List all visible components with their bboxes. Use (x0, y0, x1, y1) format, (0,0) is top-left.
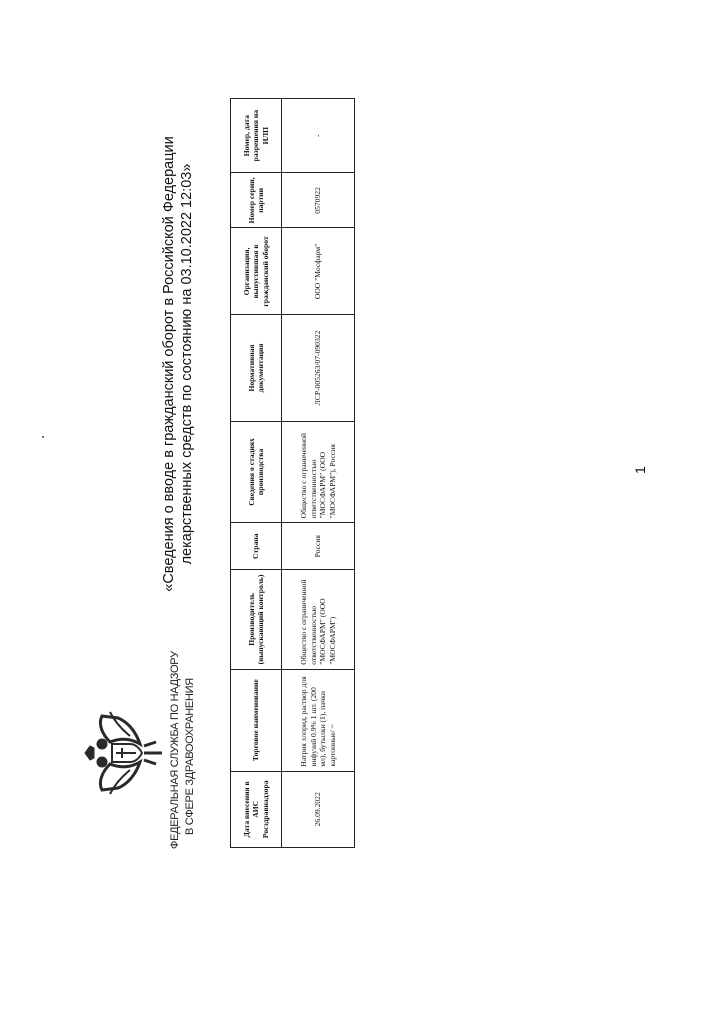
agency-name (168, 651, 198, 849)
col-header-date: Дата внесения в АИС Росздравнадзора (231, 771, 282, 847)
cell-normative-doc: ЛСР-005263/07-090322 (282, 315, 355, 421)
col-header-production-stages: Сведения о стадиях производства (231, 421, 282, 523)
page-number: 1 (632, 466, 648, 474)
title-line-2: лекарственных средств по состоянию на 03.10.2022 12:03» (179, 163, 195, 565)
cell-country: Россия (282, 523, 355, 570)
cell-production-stages: Общество с ограниченной ответственностью "МОСФАРМ" (ООО "МОСФАРМ"), Россия (282, 421, 355, 523)
col-header-release-org: Организация, выпустившая в гражданский оборот (231, 228, 282, 315)
cell-date: 26.09.2022 (282, 771, 355, 847)
cell-manufacturer: Общество с ограниченной ответственностью "МОСФАРМ" (ООО "МОСФАРМ") (282, 570, 355, 670)
document-title (160, 64, 196, 664)
drug-registry-table (230, 98, 355, 848)
title-line-1: «Сведения о вводе в гражданский оборот в Российской Федерации (161, 136, 177, 592)
col-header-manufacturer: Производитель (выпускающий контроль) (231, 570, 282, 670)
cell-release-org: ООО "Мосфарм" (282, 228, 355, 315)
col-header-country: Страна (231, 523, 282, 570)
scan-speck (42, 436, 44, 438)
coat-of-arms-emblem (84, 708, 166, 798)
cell-permit: - (282, 99, 355, 173)
table-row (282, 99, 355, 848)
agency-line-2: В СФЕРЕ ЗДРАВООХРАНЕНИЯ (184, 678, 196, 835)
col-header-batch-number: Номер серии, партии (231, 173, 282, 228)
cell-trade-name: Натрия хлорид, раствор для инфузий 0.9% 1 шт. (200 мл), бутылки (1), пачки картонные/ ~ (282, 669, 355, 771)
table-header-row (231, 99, 282, 848)
col-header-permit: Номер, дата разрешения на ИЛП (231, 99, 282, 173)
col-header-trade-name: Торговое наименование (231, 669, 282, 771)
col-header-normative-doc: Нормативная документация (231, 315, 282, 421)
cell-batch-number: 0570922 (282, 173, 355, 228)
agency-line-1: ФЕДЕРАЛЬНАЯ СЛУЖБА ПО НАДЗОРУ (169, 651, 181, 849)
